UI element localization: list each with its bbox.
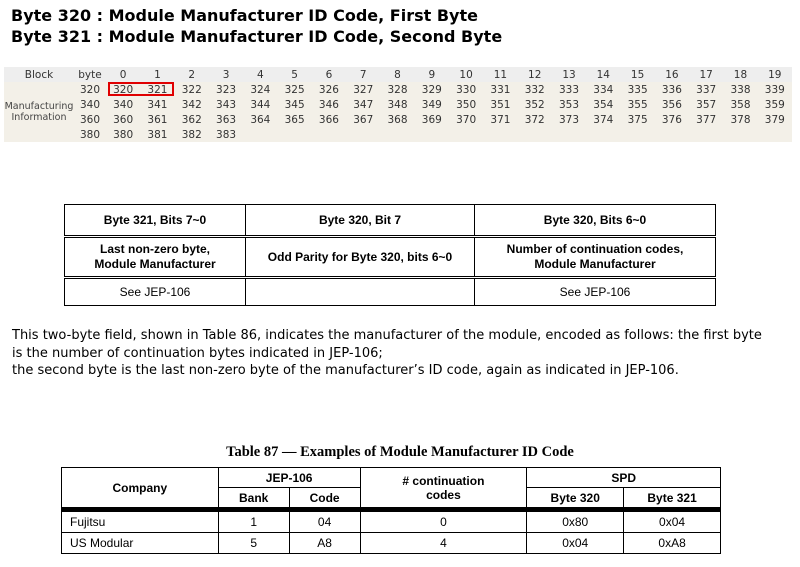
byte-cell: 333 (552, 82, 586, 97)
byte-cell: 371 (483, 112, 517, 127)
row-start: 360 (74, 112, 106, 127)
byte-cell: 359 (758, 97, 792, 112)
col-header: 11 (483, 67, 517, 82)
empty-cell (723, 127, 757, 142)
code-cell: 04 (289, 510, 360, 533)
col-header: 17 (689, 67, 723, 82)
examples-row (62, 533, 721, 554)
description-paragraph (12, 327, 792, 380)
continuation-cell: 0 (360, 510, 527, 533)
byte-cell: 368 (380, 112, 414, 127)
byte-cell: 340 (106, 97, 140, 112)
empty-cell (449, 127, 483, 142)
byte-cell: 329 (415, 82, 449, 97)
continuation-cell: 4 (360, 533, 527, 554)
byte-cell: 351 (483, 97, 517, 112)
byte-cell: 348 (380, 97, 414, 112)
bit-ref: See JEP-106 (475, 278, 716, 306)
titles (11, 5, 502, 47)
byte-cell: 361 (140, 112, 174, 127)
byte-cell: 322 (175, 82, 209, 97)
byte-cell: 337 (689, 82, 723, 97)
bit-desc-line: Module Manufacturer (94, 257, 216, 272)
byte-cell: 354 (586, 97, 620, 112)
byte-cell: 346 (312, 97, 346, 112)
title-byte-320: Byte 320 : Module Manufacturer ID Code, First Byte (11, 6, 478, 25)
byte-cell: 353 (552, 97, 586, 112)
byte-cell: 356 (655, 97, 689, 112)
byte-cell: 326 (312, 82, 346, 97)
byte-321-cell: 0xA8 (624, 533, 721, 554)
byte-cell: 321 (140, 82, 174, 97)
byte-cell: 367 (346, 112, 380, 127)
byte-cell: 355 (620, 97, 654, 112)
continuation-header-line: codes (426, 487, 461, 502)
byte-cell: 341 (140, 97, 174, 112)
block-label-line1: Manufacturing (4, 101, 74, 112)
code-cell: A8 (289, 533, 360, 554)
byte-map-row (4, 97, 792, 112)
byte-cell: 383 (209, 127, 243, 142)
empty-cell (277, 127, 311, 142)
empty-cell (518, 127, 552, 142)
col-header: 15 (620, 67, 654, 82)
paragraph-line: is the number of continuation bytes indicated in JEP-106; (12, 345, 383, 361)
byte-cell: 374 (586, 112, 620, 127)
byte-cell: 335 (620, 82, 654, 97)
byte-cell: 350 (449, 97, 483, 112)
byte-cell: 379 (758, 112, 792, 127)
bit-header: Byte 320, Bits 6~0 (475, 205, 716, 237)
col-header: 5 (277, 67, 311, 82)
col-header: 9 (415, 67, 449, 82)
manufacturer-examples-table (61, 467, 721, 554)
bit-desc-line: Number of continuation codes, (506, 242, 684, 257)
continuation-header-line: # continuation (402, 473, 485, 488)
examples-header-row (62, 468, 721, 488)
col-header: 2 (175, 67, 209, 82)
empty-cell (380, 127, 414, 142)
byte-cell: 338 (723, 82, 757, 97)
byte-cell: 334 (586, 82, 620, 97)
empty-cell (655, 127, 689, 142)
byte-cell: 344 (243, 97, 277, 112)
byte-cell: 377 (689, 112, 723, 127)
byte-cell: 365 (277, 112, 311, 127)
empty-cell (312, 127, 346, 142)
paragraph-line: the second byte is the last non-zero byte of the manufacturer’s ID code, again as indicated in JEP-106. (12, 363, 679, 378)
byte-cell: 366 (312, 112, 346, 127)
company-cell: US Modular (62, 533, 219, 554)
empty-cell (483, 127, 517, 142)
byte-cell: 343 (209, 97, 243, 112)
byte-cell: 339 (758, 82, 792, 97)
byte-321-header: Byte 321 (624, 488, 721, 510)
byte-cell: 323 (209, 82, 243, 97)
empty-cell (243, 127, 277, 142)
col-header: 8 (380, 67, 414, 82)
col-header: 10 (449, 67, 483, 82)
bank-cell: 5 (218, 533, 289, 554)
paragraph-line: This two-byte field, shown in Table 86, indicates the manufacturer of the module, encoded as follows: the first byte (12, 328, 762, 343)
examples-row (62, 510, 721, 533)
byte-cell: 330 (449, 82, 483, 97)
byte-320-cell: 0x80 (527, 510, 624, 533)
byte-cell: 376 (655, 112, 689, 127)
bit-table-header-row (65, 205, 716, 237)
byte-cell: 328 (380, 82, 414, 97)
byte-cell: 358 (723, 97, 757, 112)
byte-cell: 373 (552, 112, 586, 127)
byte-cell: 380 (106, 127, 140, 142)
bit-ref (246, 278, 475, 306)
col-header: 18 (723, 67, 757, 82)
byte-cell: 342 (175, 97, 209, 112)
byte-cell: 345 (277, 97, 311, 112)
col-header: 7 (346, 67, 380, 82)
byte-320-header: Byte 320 (527, 488, 624, 510)
byte-cell: 381 (140, 127, 174, 142)
bit-definition-table (64, 204, 716, 306)
col-header: 3 (209, 67, 243, 82)
byte-cell: 336 (655, 82, 689, 97)
block-label (4, 82, 74, 142)
company-header: Company (62, 468, 219, 510)
byte-map-row (4, 127, 792, 142)
byte-header: byte (74, 67, 106, 82)
byte-cell: 382 (175, 127, 209, 142)
byte-cell: 320 (106, 82, 140, 97)
empty-cell (586, 127, 620, 142)
byte-cell: 378 (723, 112, 757, 127)
bit-desc-line: Module Manufacturer (534, 257, 656, 272)
row-start: 320 (74, 82, 106, 97)
bit-table-desc-row (65, 236, 716, 278)
bit-desc: Odd Parity for Byte 320, bits 6~0 (246, 236, 475, 278)
empty-cell (620, 127, 654, 142)
col-header: 19 (758, 67, 792, 82)
bit-desc (65, 236, 246, 278)
continuation-header (360, 468, 527, 510)
bit-header: Byte 320, Bit 7 (246, 205, 475, 237)
company-cell: Fujitsu (62, 510, 219, 533)
byte-cell: 363 (209, 112, 243, 127)
byte-cell: 324 (243, 82, 277, 97)
byte-cell: 357 (689, 97, 723, 112)
byte-cell: 331 (483, 82, 517, 97)
block-label-line2: Information (11, 112, 67, 123)
byte-cell: 372 (518, 112, 552, 127)
bit-desc (475, 236, 716, 278)
byte-cell: 349 (415, 97, 449, 112)
row-start: 380 (74, 127, 106, 142)
byte-320-cell: 0x04 (527, 533, 624, 554)
empty-cell (346, 127, 380, 142)
title-byte-321: Byte 321 : Module Manufacturer ID Code, Second Byte (11, 27, 503, 46)
byte-cell: 364 (243, 112, 277, 127)
col-header: 6 (312, 67, 346, 82)
jep-header: JEP-106 (218, 468, 360, 488)
byte-cell: 360 (106, 112, 140, 127)
byte-cell: 352 (518, 97, 552, 112)
byte-map-header-row (4, 67, 792, 82)
byte-cell: 370 (449, 112, 483, 127)
col-header: 14 (586, 67, 620, 82)
col-header: 12 (518, 67, 552, 82)
byte-cell: 332 (518, 82, 552, 97)
byte-cell: 362 (175, 112, 209, 127)
byte-321-cell: 0x04 (624, 510, 721, 533)
empty-cell (415, 127, 449, 142)
table-87-caption: Table 87 — Examples of Module Manufacturer ID Code (226, 444, 574, 460)
bit-header: Byte 321, Bits 7~0 (65, 205, 246, 237)
col-header: 13 (552, 67, 586, 82)
byte-map-row (4, 82, 792, 97)
code-header: Code (289, 488, 360, 510)
byte-cell: 375 (620, 112, 654, 127)
col-header: 4 (243, 67, 277, 82)
row-start: 340 (74, 97, 106, 112)
spd-header: SPD (527, 468, 721, 488)
byte-cell: 327 (346, 82, 380, 97)
empty-cell (758, 127, 792, 142)
col-header: 1 (140, 67, 174, 82)
bank-header: Bank (218, 488, 289, 510)
bit-table-ref-row (65, 278, 716, 306)
byte-cell: 347 (346, 97, 380, 112)
col-header: 16 (655, 67, 689, 82)
bank-cell: 1 (218, 510, 289, 533)
col-header: 0 (106, 67, 140, 82)
bit-desc-line: Last non-zero byte, (99, 242, 210, 257)
byte-cell: 325 (277, 82, 311, 97)
block-header: Block (4, 67, 74, 82)
empty-cell (552, 127, 586, 142)
bit-ref: See JEP-106 (65, 278, 246, 306)
byte-map-table (4, 67, 792, 142)
byte-cell: 369 (415, 112, 449, 127)
empty-cell (689, 127, 723, 142)
byte-map-row (4, 112, 792, 127)
